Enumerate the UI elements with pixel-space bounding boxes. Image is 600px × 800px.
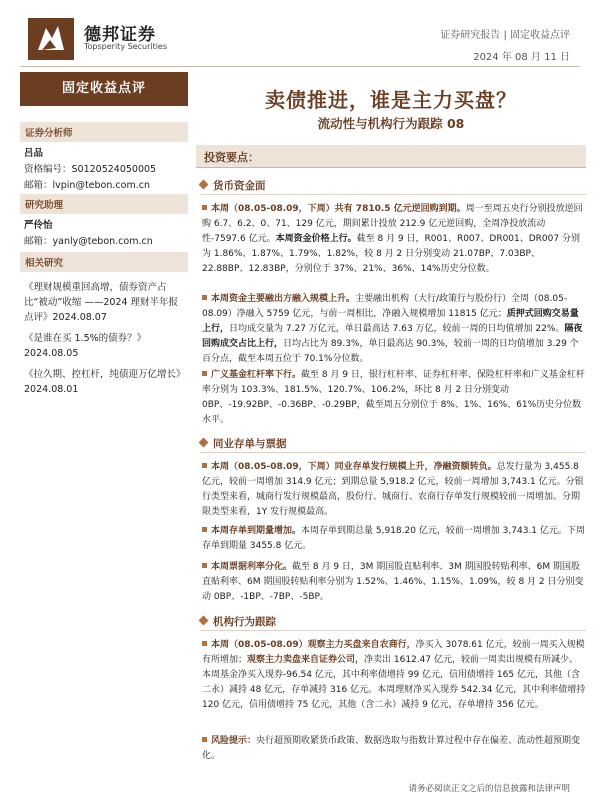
analyst-email[interactable]: 邮箱：lvpin@tebon.com.cn xyxy=(24,180,150,191)
related-report[interactable]: 《拉久期、控杠杆，纯债迎万亿增长》2024.08.01 xyxy=(24,369,181,395)
bullet-icon xyxy=(202,463,207,468)
assistant-title: 研究助理 xyxy=(20,194,188,214)
para-institution-flows: 本周（08.05-08.09）观察主力买盘来自农商行，净买入 3078.61 亿元，较前一周买入规模有所增加；观察主力卖盘来自证券公司，净卖出 1612.47 亿元，较前一周卖出规模有所减少。本周基金净买入现券-96.54 亿元，其中利率债增持 99 亿元，信用债增持 165 亿元，其他（含二永）减持 48 亿元，存单减持 316 亿元。本周理财净买入现券 542.34 亿元，其中利率债增持 120 亿元，信用债增持 75 亿元，其他（含二永）减持 9 亿元，存单增持 356 亿元。 xyxy=(202,640,586,710)
section-bullet-icon xyxy=(199,438,209,448)
bullet-icon xyxy=(202,563,207,568)
section-bullet-icon xyxy=(199,180,209,190)
para-reverse-repo: 本周（08.05-08.09，下周）共有 7810.5 亿元逆回购到期。周一至周五央行分别投放逆回购 6.7、6.2、0、71、129 亿元，期间累计投放 212.9 亿元逆回购，全周净投放流动性-7597.6 亿元。本周资金价格上行。截至 8 月 9 日，R001、R007、DR001、DR007 分别为 1.86%、1.87%、1.79%、1.82%，较 8 月 2 日分别变动 21.07BP、7.03BP、22.88BP、12.83BP，分别位于 37%、21%、36%、14%历史分位数。 xyxy=(202,204,583,274)
footer-disclaimer: 请务必阅读正文之后的信息披露和法律声明 xyxy=(408,784,570,794)
logo-english-name: Topsperity Securities xyxy=(84,42,168,51)
section-money-market: 货币资金面 xyxy=(200,178,266,193)
bullet-icon xyxy=(202,371,207,376)
report-subtitle: 流动性与机构行为跟踪 08 xyxy=(317,116,465,131)
section-divider xyxy=(200,630,586,631)
analyst-section xyxy=(20,122,188,198)
header-divider xyxy=(20,66,580,67)
bullet-icon xyxy=(202,205,207,210)
para-leverage: 广义基金杠杆率下行。截至 8 月 9 日，银行杠杆率、证券杠杆率、保险杠杆率和广义基金杠杆率分别为 103.3%、181.5%、120.7%、106.2%，环比 8 月 2 日分别变动 0BP、-19.92BP、-0.36BP、-0.29BP，截至周五分别位于 8%、1%、16%、61%历史分位数水平。 xyxy=(202,370,585,425)
analyst-title: 证券分析师 xyxy=(20,122,188,142)
section-bullet-icon xyxy=(199,616,209,626)
key-points-divider xyxy=(196,167,586,168)
analyst-cert: 资格编号：S0120524050005 xyxy=(24,164,157,175)
para-ncd-issuance: 本周（08.05-08.09，下周）同业存单发行规模上升，净融资额转负。总发行量为 3,455.8 亿元，较前一周增加 314.9 亿元；到期总量 5,918.2 亿元，较前一周增加 3,743.1 亿元。分银行类型来看，城商行发行规模最高，股份行、城商行、农商行存单发行规模较前一周增加。分期限类型来看，1Y 发行规模最高。 xyxy=(202,462,584,517)
related-research-section xyxy=(20,252,188,407)
assistant-name: 严伶怡 xyxy=(24,220,53,231)
para-risk-warning: 风险提示：央行超预期收紧货币政策、数据选取与指数计算过程中存在偏差、流动性超预期变化。 xyxy=(202,736,581,761)
report-title: 卖债推进，谁是主力买盘？ xyxy=(265,88,517,112)
report-date: 2024 年 08 月 11 日 xyxy=(473,52,570,63)
section-divider xyxy=(200,194,586,195)
para-ncd-maturity: 本周存单到期量增加。本周存单到期总量 5,918.20 亿元，较前一周增加 3,743.1 亿元。下周存单到期量 3455.8 亿元。 xyxy=(202,526,585,551)
analyst-name: 吕品 xyxy=(24,148,44,159)
related-title: 相关研究 xyxy=(20,252,188,272)
assistant-email[interactable]: 邮箱：yanly@tebon.com.cn xyxy=(24,236,153,247)
para-bill-rates: 本周票据利率分化。截至 8 月 9 日，3M 期国股直贴利率、3M 期国股转贴利率、6M 期国股直贴利率、6M 期国股转贴利率分别为 1.52%、1.46%、1.15%、1.09%，较 8 月 2 日分别变动 0BP、-1BP、-7BP、-5BP。 xyxy=(202,562,584,602)
section-ncd-bills: 同业存单与票据 xyxy=(200,436,287,451)
section-divider xyxy=(200,452,586,453)
key-points-bar xyxy=(196,145,586,167)
assistant-section xyxy=(20,194,188,254)
category-banner: 固定收益点评 xyxy=(20,72,188,106)
section-institution-behavior: 机构行为跟踪 xyxy=(200,614,276,629)
page-header xyxy=(0,0,600,68)
related-report[interactable]: 《是谁在买 1.5%的债券？》2024.08.05 xyxy=(24,333,147,359)
key-points-title: 投资要点： xyxy=(204,151,259,164)
bullet-icon xyxy=(202,295,207,300)
report-type: 证券研究报告 | 固定收益点评 xyxy=(440,30,570,41)
logo-chinese-name: 德邦证券 xyxy=(84,25,156,45)
related-report[interactable]: 《理财规模重回高增，债券资产占比“被动”收缩 ——2024 理财半年报点评》2024.08.07 xyxy=(24,282,179,323)
para-funding: 本周资金主要融出方融入规模上升。主要融出机构（大行/政策行与股份行）全周（08.05-08.09）净融入 5759 亿元，与前一周相比，净融入规模增加 11815 亿元；质押式回购交易量上行，日均成交量为 7.27 万亿元，单日最高达 7.63 万亿，较前一周的日均值增加 22%。隔夜回购成交占比上行，日均占比为 89.3%，单日最高达 90.3%，较前一周的日均值增加 3.29 个百分点，截至本周五位于 70.1%分位数。 xyxy=(202,294,583,364)
bullet-icon xyxy=(202,527,207,532)
bullet-icon xyxy=(202,737,207,742)
bullet-icon xyxy=(202,641,207,646)
tebon-logo-icon xyxy=(28,18,74,60)
